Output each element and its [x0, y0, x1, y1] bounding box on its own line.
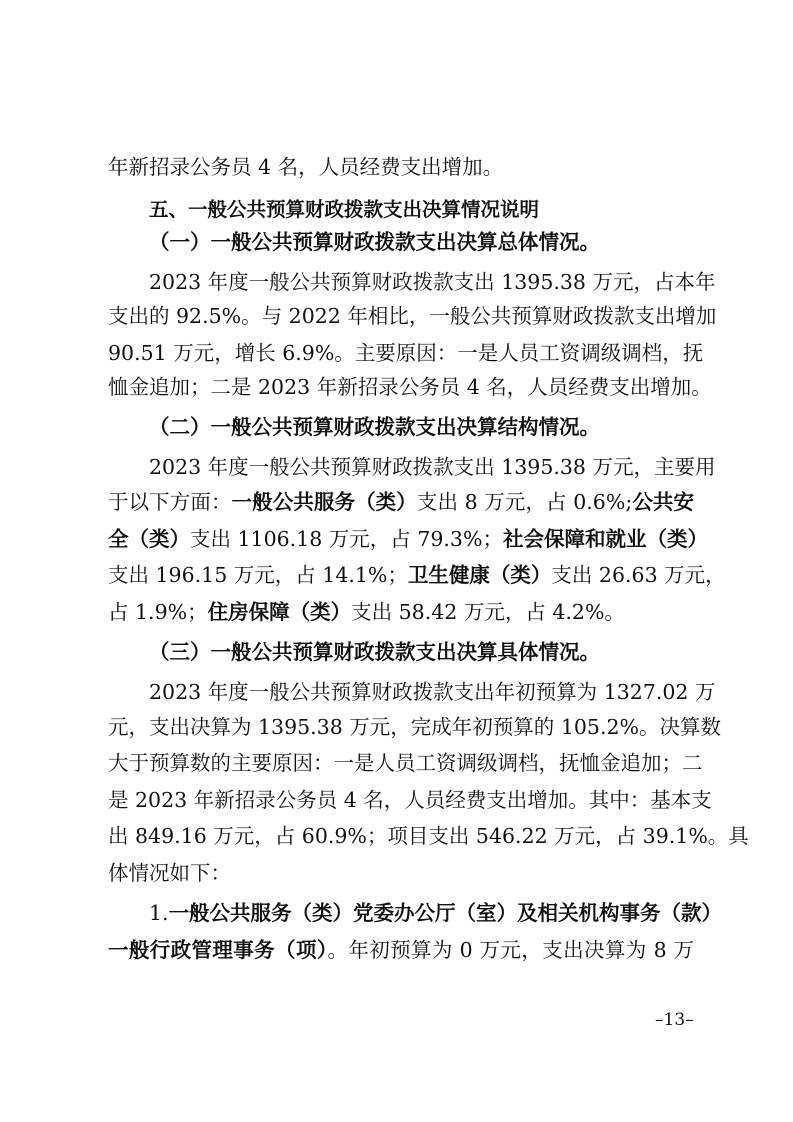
line-text: 。年初预算为 0 万元，支出决算为 8 万: [327, 938, 695, 962]
paragraph-line: [108, 482, 694, 522]
paragraph-line: 出 849.16 万元，占 60.9%；项目支出 546.22 万元，占 39.1%。具: [108, 824, 749, 848]
paragraph-line: 体情况如下：: [108, 861, 231, 885]
bold-category: 住房保障（类）: [207, 600, 352, 624]
bold-category: 一般行政管理事务（项）: [108, 938, 328, 962]
line-text: 于以下方面：: [108, 490, 232, 514]
line-text: 支出 26.63 万元，: [551, 563, 726, 587]
paragraph-line: [108, 519, 708, 559]
subsection-heading: （三）一般公共预算财政拨款支出决算具体情况。: [149, 640, 600, 664]
bold-category: 一般公共服务（类）党委办公厅（室）及相关机构事务（款）: [168, 901, 723, 925]
paragraph-line: 2023 年度一般公共预算财政拨款支出 1395.38 万元，主要用: [149, 455, 716, 479]
line-text: 支出 8 万元，占 0.6%;: [416, 490, 633, 514]
subsection-heading: （一）一般公共预算财政拨款支出决算总体情况。: [149, 230, 600, 254]
paragraph-line: 支出的 92.5%。与 2022 年相比，一般公共预算财政拨款支出增加: [108, 304, 717, 328]
page-number: –13–: [655, 1010, 694, 1030]
line-text: 支出 1106.18 万元，占 79.3%；: [190, 527, 503, 551]
bold-category: 全（类）: [108, 527, 190, 551]
paragraph-line: 2023 年度一般公共预算财政拨款支出年初预算为 1327.02 万: [149, 680, 716, 704]
paragraph-line: 大于预算数的主要原因：一是人员工资调级调档，抚恤金追加；二: [108, 751, 703, 775]
line-text: 支出 196.15 万元，占 14.1%；: [108, 563, 408, 587]
paragraph-line: 是 2023 年新招录公务员 4 名，人员经费支出增加。其中：基本支: [108, 788, 712, 812]
paragraph-line: [149, 893, 723, 933]
paragraph-line: 年新招录公务员 4 名，人员经费支出增加。: [108, 155, 504, 179]
paragraph-line: 恤金追加；二是 2023 年新招录公务员 4 名，人员经费支出增加。: [108, 375, 712, 399]
paragraph-line: [108, 930, 694, 970]
paragraph-line: [108, 555, 726, 595]
bold-category: 一般公共服务（类）: [231, 490, 417, 514]
section-heading: 五、一般公共预算财政拨款支出决算情况说明: [149, 198, 540, 221]
bold-category: 卫生健康（类）: [407, 563, 552, 587]
subsection-heading: （二）一般公共预算财政拨款支出决算结构情况。: [149, 415, 600, 439]
bold-category: 社会保障和就业（类）: [502, 527, 708, 551]
paragraph-line: 2023 年度一般公共预算财政拨款支出 1395.38 万元，占本年: [149, 270, 716, 294]
bold-category: 公共安: [632, 490, 695, 514]
list-number: 1.: [149, 901, 169, 925]
paragraph-line: 元，支出决算为 1395.38 万元，完成年初预算的 105.2%。决算数: [108, 715, 721, 739]
paragraph-line: 90.51 万元，增长 6.9%。主要原因：一是人员工资调级调档，抚: [108, 341, 704, 365]
line-text: 占 1.9%；: [108, 600, 208, 624]
paragraph-line: [108, 592, 694, 632]
line-text: 支出 58.42 万元，占 4.2%。: [351, 600, 625, 624]
